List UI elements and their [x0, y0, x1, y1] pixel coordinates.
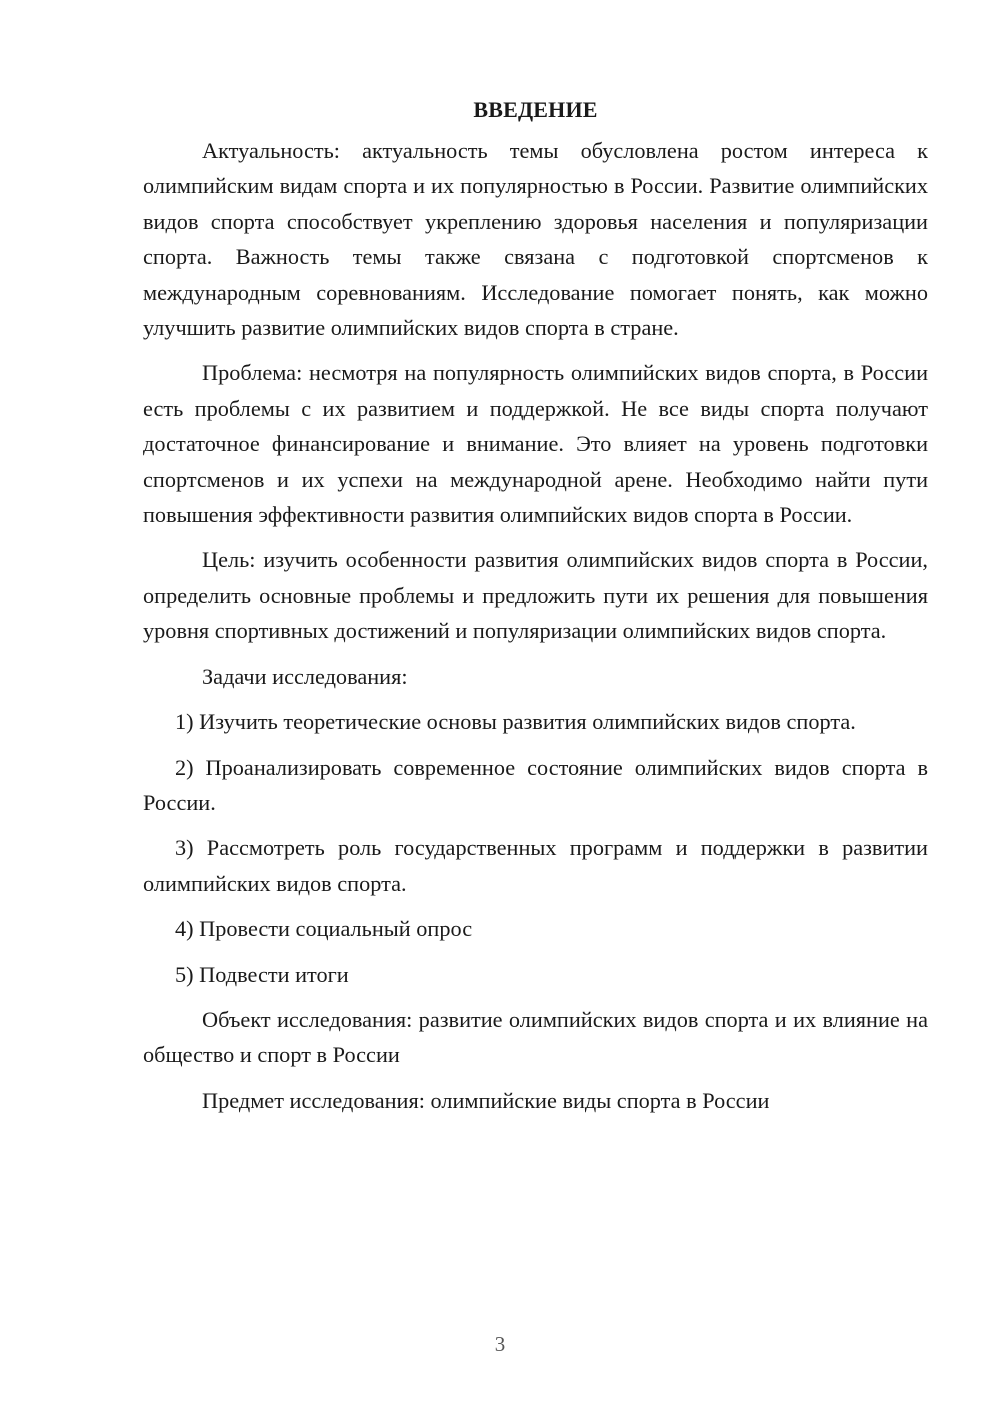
task-item: 4) Провести социальный опрос	[175, 916, 473, 942]
task-item: 2) Проанализировать современное состояние олимпийских видов спорта в России.	[143, 754, 928, 815]
subject-paragraph: Предмет исследования: олимпийские виды спорта в России	[202, 1087, 770, 1113]
task-item: 5) Подвести итоги	[175, 961, 349, 987]
tasks-heading: Задачи исследования:	[202, 663, 408, 689]
goal-paragraph: Цель: изучить особенности развития олимпийских видов спорта в России, определить основные проблемы и предложить пути их решения для повышения уровня спортивных достижений и популяризации олимпийских видов спорта.	[143, 547, 928, 644]
task-item: 3) Рассмотреть роль государственных программ и поддержки в развитии олимпийских видов спорта.	[143, 835, 928, 896]
page-title: ВВЕДЕНИЕ	[473, 97, 598, 122]
task-item: 1) Изучить теоретические основы развития олимпийских видов спорта.	[175, 709, 856, 735]
object-paragraph: Объект исследования: развитие олимпийских видов спорта и их влияние на общество и спорт в России	[143, 1006, 928, 1068]
relevance-paragraph: Актуальность: актуальность темы обусловлена ростом интереса к олимпийским видам спорта и их популярностью в России. Развитие олимпийских видов спорта способствует укреплению здоровья населения и популяризации спорта. Важность темы также связана с подготовкой спортсменов к международным соревнованиям. Исследование помогает понять, как можно улучшить развитие олимпийских видов спорта в стране.	[143, 138, 928, 341]
problem-paragraph: Проблема: несмотря на популярность олимпийских видов спорта, в России есть проблемы с их развитием и поддержкой. Не все виды спорта получают достаточное финансирование и внимание. Это влияет на уровень подготовки спортсменов и их успехи на международной арене. Необходимо найти пути повышения эффективности развития олимпийских видов спорта в России.	[143, 360, 928, 528]
document-page	[143, 92, 928, 1118]
page-number: 3	[494, 1332, 506, 1356]
